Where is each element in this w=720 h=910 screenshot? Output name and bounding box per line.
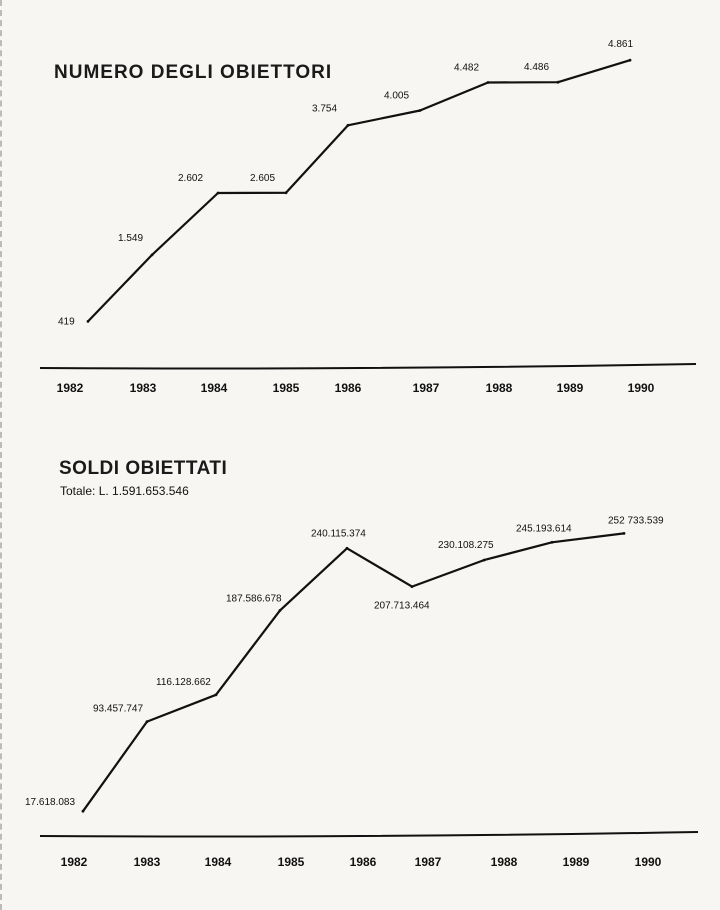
data-point-obiettori-1985 bbox=[285, 191, 288, 194]
chart-obiettori bbox=[2, 0, 720, 420]
data-label-obiettori-1990: 4.861 bbox=[608, 39, 634, 51]
x-tick-label-obiettori-1989: 1989 bbox=[556, 381, 584, 395]
data-label-soldi-1984: 116.128.662 bbox=[156, 676, 211, 688]
data-label-obiettori-1983: 1.549 bbox=[118, 232, 144, 244]
data-point-soldi-1985 bbox=[279, 609, 282, 612]
data-point-soldi-1983 bbox=[146, 720, 149, 723]
x-tick-label-soldi-1983: 1983 bbox=[133, 855, 161, 869]
chart-title-soldi: SOLDI OBIETTATI bbox=[59, 458, 228, 479]
data-label-obiettori-1986: 3.754 bbox=[312, 103, 338, 115]
x-tick-label-obiettori-1990: 1990 bbox=[627, 381, 655, 395]
x-tick-label-soldi-1988: 1988 bbox=[490, 855, 518, 869]
data-label-soldi-1988: 230.108.275 bbox=[438, 540, 494, 552]
x-tick-label-soldi-1982: 1982 bbox=[60, 855, 88, 869]
x-tick-label-soldi-1984: 1984 bbox=[204, 855, 232, 869]
data-label-obiettori-1985: 2.605 bbox=[250, 172, 276, 184]
data-label-obiettori-1988: 4.482 bbox=[454, 62, 480, 74]
series-line-soldi bbox=[83, 533, 624, 811]
data-label-obiettori-1984: 2.602 bbox=[178, 173, 204, 184]
data-label-obiettori-1982: 419 bbox=[58, 316, 75, 328]
x-tick-label-obiettori-1983: 1983 bbox=[129, 381, 157, 395]
data-point-obiettori-1987 bbox=[419, 109, 422, 112]
data-point-soldi-1982 bbox=[82, 810, 85, 813]
data-point-soldi-1988 bbox=[483, 559, 486, 562]
data-point-obiettori-1986 bbox=[347, 124, 350, 127]
data-point-soldi-1990 bbox=[623, 532, 626, 535]
data-label-soldi-1982: 17.618.083 bbox=[25, 797, 76, 809]
x-tick-label-obiettori-1986: 1986 bbox=[334, 381, 362, 395]
chart-subtitle-totale: Totale: L. 1.591.653.546 bbox=[60, 484, 189, 498]
data-point-soldi-1987 bbox=[411, 585, 414, 588]
x-tick-label-soldi-1990: 1990 bbox=[634, 855, 662, 869]
chart-soldi bbox=[2, 420, 720, 910]
x-tick-label-obiettori-1988: 1988 bbox=[485, 381, 513, 395]
data-point-soldi-1989 bbox=[551, 541, 554, 544]
data-label-obiettori-1987: 4.005 bbox=[384, 90, 410, 102]
x-tick-label-obiettori-1985: 1985 bbox=[272, 381, 300, 395]
data-point-soldi-1986 bbox=[346, 547, 349, 550]
x-tick-label-soldi-1986: 1986 bbox=[349, 855, 377, 869]
data-point-soldi-1984 bbox=[215, 693, 218, 696]
data-point-obiettori-1982 bbox=[87, 320, 90, 323]
data-point-obiettori-1988 bbox=[487, 81, 490, 84]
x-axis-line bbox=[40, 364, 696, 369]
x-tick-label-soldi-1985: 1985 bbox=[277, 855, 305, 869]
x-tick-label-soldi-1989: 1989 bbox=[562, 855, 590, 869]
data-point-obiettori-1984 bbox=[217, 192, 220, 195]
data-label-soldi-1983: 93.457.747 bbox=[93, 703, 144, 715]
x-tick-label-soldi-1987: 1987 bbox=[414, 855, 442, 869]
x-tick-label-obiettori-1982: 1982 bbox=[56, 381, 84, 395]
x-axis-line bbox=[40, 832, 698, 837]
data-label-obiettori-1989: 4.486 bbox=[524, 62, 550, 74]
data-label-soldi-1989: 245.193.614 bbox=[516, 523, 572, 535]
data-label-soldi-1987: 207.713.464 bbox=[374, 600, 430, 612]
data-label-soldi-1990: 252 733.539 bbox=[608, 515, 664, 527]
x-tick-label-obiettori-1987: 1987 bbox=[412, 381, 440, 395]
chart-title-obiettori: NUMERO DEGLI OBIETTORI bbox=[54, 62, 333, 83]
data-point-obiettori-1983 bbox=[151, 254, 154, 257]
series-line-obiettori bbox=[88, 60, 630, 321]
data-label-soldi-1985: 187.586.678 bbox=[226, 593, 282, 605]
data-point-obiettori-1989 bbox=[557, 81, 560, 84]
x-tick-label-obiettori-1984: 1984 bbox=[200, 381, 228, 395]
data-label-soldi-1986: 240.115.374 bbox=[311, 528, 366, 540]
data-point-obiettori-1990 bbox=[629, 59, 632, 62]
